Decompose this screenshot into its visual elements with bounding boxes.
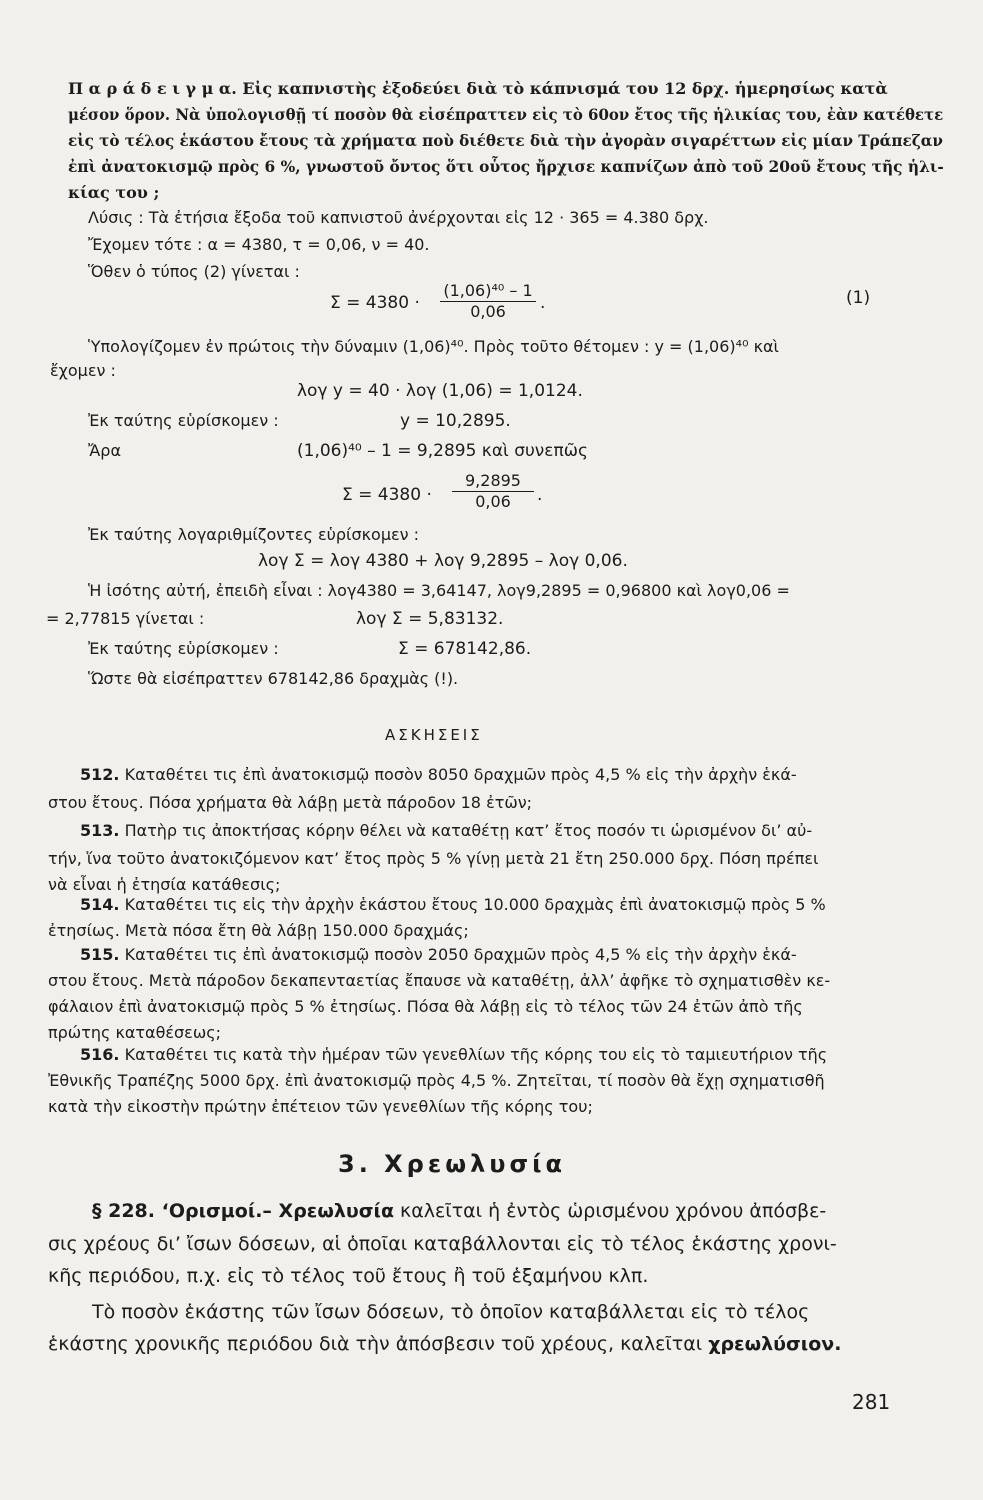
exercise-512-line-2: στου ἔτους. Πόσα χρήματα θὰ λάβῃ μετὰ πάροδον 18 ἐτῶν; [48, 793, 533, 812]
solution-line-7b: y = 10,2895. [400, 411, 511, 431]
exercise-514-line-2: ἐτησίως. Μετὰ πόσα ἔτη θὰ λάβῃ 150.000 δραχμάς; [48, 921, 469, 940]
paragraph-2-line-1: Τὸ ποσὸν ἑκάστης τῶν ἴσων δόσεων, τὸ ὁποῖον καταβάλλεται εἰς τὸ τέλος [92, 1301, 810, 1323]
exercise-516-line-2: Ἐθνικῆς Τραπέζης 5000 δρχ. ἐπὶ ἀνατοκισμῷ πρὸς 4,5 %. Ζητεῖται, τί ποσὸν θὰ ἔχῃ σχηματισθῆ [48, 1071, 825, 1090]
section-title: 3. Χρεωλυσία [338, 1150, 566, 1178]
solution-line-13b: Σ = 678142,86. [398, 639, 532, 659]
exercise-516-number: 516. [80, 1045, 120, 1064]
equation-2-dot: . [537, 485, 543, 505]
solution-line-3: Ὅθεν ὁ τύπος (2) γίνεται : [88, 262, 300, 281]
definition-line-2: σις χρέους δι’ ἴσων δόσεων, αἱ ὁποῖαι καταβάλλονται εἰς τὸ τέλος ἑκάστης χρονι- [48, 1233, 837, 1255]
solution-line-12b: λογ Σ = 5,83132. [356, 609, 504, 629]
equation-1-denominator: 0,06 [470, 302, 506, 321]
exercise-514-number: 514. [80, 895, 120, 914]
example-line-4: ἐπὶ ἀνατοκισμῷ πρὸς 6 %, γνωστοῦ ὄντος ὅτι οὗτος ἤρχισε καπνίζων ἀπὸ τοῦ 20οῦ ἔτους τῆς ἡλι- [68, 157, 944, 176]
solution-line-11: Ἡ ἰσότης αὐτή, ἐπειδὴ εἶναι : λογ4380 = 3,64147, λογ9,2895 = 0,96800 καὶ λογ0,06 = [88, 581, 790, 600]
solution-line-5: ἔχομεν : [50, 361, 116, 380]
solution-line-14: Ὥστε θὰ εἰσέπραττεν 678142,86 δραχμὰς (!). [88, 669, 459, 688]
exercise-513-line-1: 513. Πατὴρ τις ἀποκτήσας κόρην θέλει νὰ καταθέτῃ κατ’ ἔτος ποσόν τι ὡρισμένον δι’ αὐ- [80, 821, 813, 840]
equation-1-tag: (1) [846, 288, 871, 308]
definition-label: § 228. ‘Ορισμοί.– Χρεωλυσία [92, 1200, 394, 1222]
solution-line-8b: (1,06)⁴⁰ – 1 = 9,2895 καὶ συνεπῶς [297, 441, 588, 461]
solution-line-7a: Ἐκ ταύτης εὑρίσκομεν : [88, 411, 279, 430]
example-line-5: κίας του ; [68, 183, 160, 202]
solution-line-2: Ἔχομεν τότε : α = 4380, τ = 0,06, ν = 40. [88, 235, 430, 254]
exercise-515-line-2: στου ἔτους. Μετὰ πάροδον δεκαπενταετίας ἔπαυσε νὰ καταθέτῃ, ἀλλ’ ἀφῆκε τὸ σχηματισθὲν κε- [48, 971, 831, 990]
solution-line-9: Ἐκ ταύτης λογαριθμίζοντες εὑρίσκομεν : [88, 525, 420, 544]
equation-2-left: Σ = 4380 · [342, 485, 432, 505]
exercise-516-line-1: 516. Καταθέτει τις κατὰ τὴν ἡμέραν τῶν γενεθλίων τῆς κόρης του εἰς τὸ ταμιευτήριον τῆς [80, 1045, 828, 1064]
paragraph-2-line-2: ἑκάστης χρονικῆς περιόδου διὰ τὴν ἀπόσβεσιν τοῦ χρέους, καλεῖται χρεωλύσιον. [48, 1333, 842, 1355]
exercise-512-line-1: 512. Καταθέτει τις ἐπὶ ἀνατοκισμῷ ποσὸν 8050 δραχμῶν πρὸς 4,5 % εἰς τὴν ἀρχὴν ἑκά- [80, 765, 797, 784]
exercise-515-line-1: 515. Καταθέτει τις ἐπὶ ἀνατοκισμῷ ποσὸν 2050 δραχμῶν πρὸς 4,5 % εἰς τὴν ἀρχὴν ἑκά- [80, 945, 797, 964]
exercise-513-line-3: νὰ εἶναι ἡ ἐτησία κατάθεσις; [48, 875, 281, 894]
definition-line-1: § 228. ‘Ορισμοί.– Χρεωλυσία καλεῖται ἡ ἐντὸς ὡρισμένου χρόνου ἀπόσβε- [92, 1200, 827, 1222]
term-chreolysion: χρεωλύσιον. [708, 1333, 842, 1355]
equation-1-numerator: (1,06)⁴⁰ – 1 [440, 281, 536, 302]
solution-line-12a: = 2,77815 γίνεται : [46, 609, 205, 628]
solution-line-1: Λύσις : Τὰ ἐτήσια ἔξοδα τοῦ καπνιστοῦ ἀνέρχονται εἰς 12 · 365 = 4.380 δρχ. [88, 208, 709, 227]
exercise-515-number: 515. [80, 945, 120, 964]
exercise-514-line-1: 514. Καταθέτει τις εἰς τὴν ἀρχὴν ἑκάστου ἔτους 10.000 δραχμὰς ἐπὶ ἀνατοκισμῷ πρὸς 5 % [80, 895, 826, 914]
equation-2-numerator: 9,2895 [452, 471, 534, 492]
solution-line-8a: Ἄρα [88, 441, 122, 460]
exercise-515-line-3: φάλαιον ἐπὶ ἀνατοκισμῷ πρὸς 5 % ἐτησίως. Πόσα θὰ λάβῃ εἰς τὸ τέλος τῶν 24 ἐτῶν ἀπὸ τῆς [48, 997, 803, 1016]
exercise-516-line-3: κατὰ τὴν εἰκοστὴν πρώτην ἐπέτειον τῶν γενεθλίων τῆς κόρης του; [48, 1097, 593, 1116]
exercise-513-number: 513. [80, 821, 120, 840]
solution-line-13a: Ἐκ ταύτης εὑρίσκομεν : [88, 639, 279, 658]
solution-line-6: λογ y = 40 · λογ (1,06) = 1,0124. [297, 381, 583, 401]
exercise-512-number: 512. [80, 765, 120, 784]
equation-2-fraction [452, 471, 534, 512]
equation-1-dot: . [540, 293, 546, 313]
equation-2-denominator: 0,06 [475, 492, 511, 511]
exercise-513-line-2: τήν, ἵνα τοῦτο ἀνατοκιζόμενον κατ’ ἔτος πρὸς 5 % γίνῃ μετὰ 21 ἔτη 250.000 δρχ. Πόση πρέπει [48, 849, 819, 868]
solution-line-4: Ὑπολογίζομεν ἐν πρώτοις τὴν δύναμιν (1,06)⁴⁰. Πρὸς τοῦτο θέτομεν : y = (1,06)⁴⁰ καὶ [88, 337, 779, 356]
example-line-3: εἰς τὸ τέλος ἑκάστου ἔτους τὰ χρήματα ποὺ διέθετε διὰ τὴν ἀγορὰν σιγαρέττων εἰς μίαν Τράπεζαν [68, 131, 943, 150]
equation-1-left: Σ = 4380 · [330, 293, 420, 313]
exercises-heading: ΑΣΚΗΣΕΙΣ [385, 726, 483, 744]
solution-line-10: λογ Σ = λογ 4380 + λογ 9,2895 – λογ 0,06. [258, 551, 628, 571]
example-line-2: μέσον ὅρον. Νὰ ὑπολογισθῇ τί ποσὸν θὰ εἰσέπραττεν εἰς τὸ 60ον ἔτος τῆς ἡλικίας του, ἐὰν κατέθετε [68, 105, 944, 124]
exercise-515-line-4: πρώτης καταθέσεως; [48, 1023, 221, 1042]
definition-line-3: κῆς περιόδου, π.χ. εἰς τὸ τέλος τοῦ ἔτους ἢ τοῦ ἑξαμήνου κλπ. [48, 1265, 649, 1287]
page-number: 281 [852, 1390, 891, 1414]
example-line-1: Π α ρ ά δ ε ι γ μ α. Εἰς καπνιστὴς ἐξοδεύει διὰ τὸ κάπνισμά του 12 δρχ. ἡμερησίως κατὰ [68, 79, 888, 98]
equation-1-fraction [440, 281, 536, 322]
